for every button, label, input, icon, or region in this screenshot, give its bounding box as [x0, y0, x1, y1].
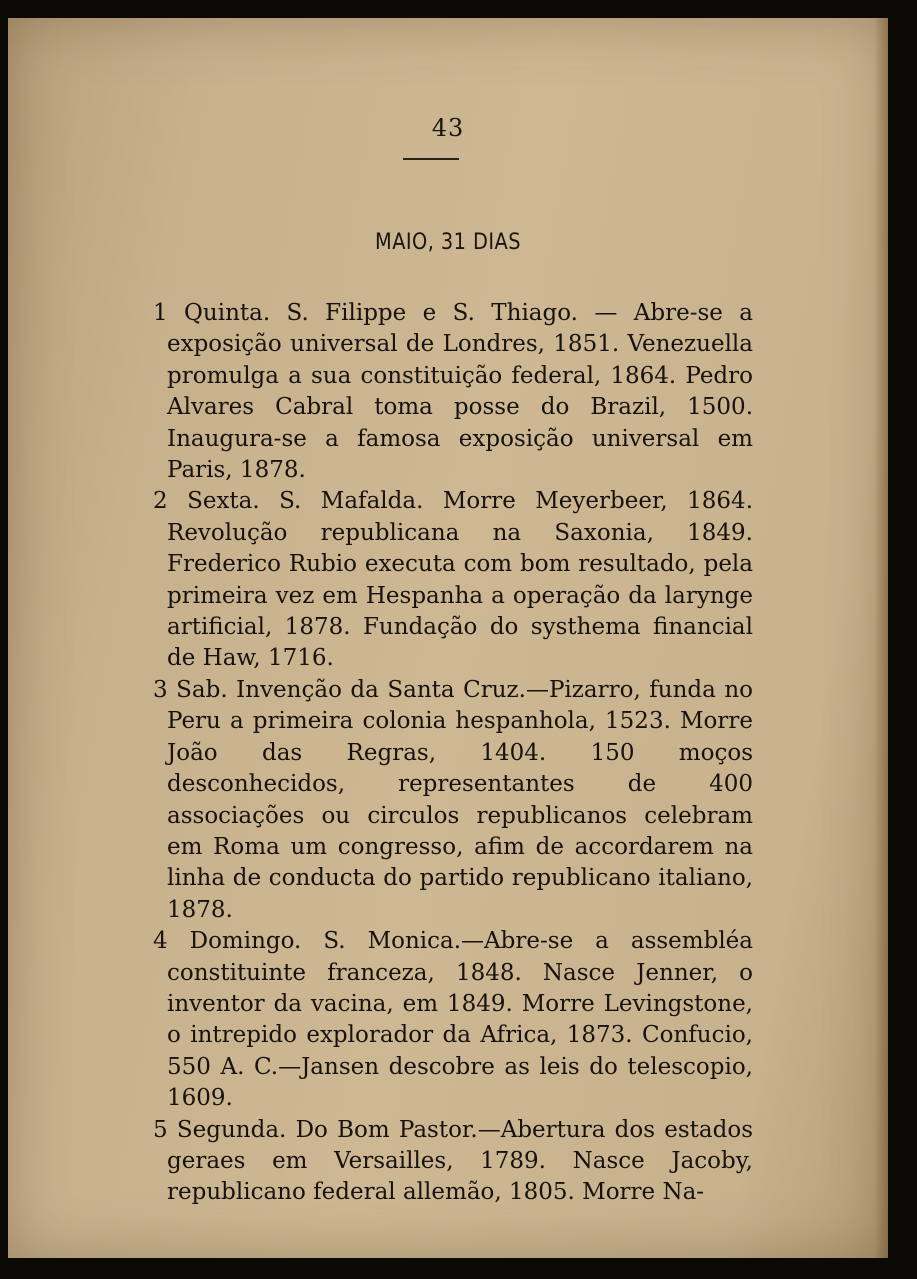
- entry-text: Quinta. S. Filippe e S. Thiago. — Abre-se a exposição universal de Londres, 1851. Venezuella promulga a sua constituição federal, 1864. Pedro Alvares Cabral toma posse do Brazil, 1500. Inaugura-se a famosa exposição universal em Paris, 1878.: [167, 300, 754, 484]
- calendar-entry-5: [153, 1115, 753, 1209]
- entry-text: Sexta. S. Mafalda. Morre Meyerbeer, 1864. Revolução republicana na Saxonia, 1849. Frederico Rubio executa com bom resultado, pela primeira vez em Hespanha a operação da larynge artificial, 1878. Fundação do systhema financial de Haw, 1716.: [167, 488, 754, 672]
- entry-day-number: 5: [153, 1116, 168, 1143]
- calendar-entry-3: [153, 675, 753, 926]
- entry-text: Domingo. S. Monica.—Abre-se a assembléa constituinte franceza, 1848. Nasce Jenner, o inventor da vacina, em 1849. Morre Levingstone, o intrepido explorador da Africa, 1873. Confucio, 550 A. C.—Jansen descobre as leis do telescopio, 1609.: [167, 928, 753, 1112]
- calendar-entries: [153, 298, 753, 1209]
- month-heading: MAIO, 31 DIAS: [375, 230, 521, 255]
- calendar-entry-4: [153, 926, 753, 1114]
- header-rule: [403, 158, 459, 160]
- page-number: 43: [431, 114, 465, 142]
- book-page: [8, 18, 888, 1258]
- entry-text: Sab. Invenção da Santa Cruz.—Pizarro, funda no Peru a primeira colonia hespanhola, 1523. Morre João das Regras, 1404. 150 moços desconhecidos, representantes de 400 associações ou circulos republicanos celebram em Roma um congresso, afim de accordarem na linha de conducta do partido republicano italiano, 1878.: [167, 676, 753, 923]
- entry-day-number: 4: [153, 928, 168, 955]
- entry-day-number: 2: [153, 488, 168, 515]
- calendar-entry-2: [153, 486, 753, 674]
- calendar-entry-1: [153, 298, 753, 486]
- entry-day-number: 3: [153, 676, 168, 703]
- entry-text: Segunda. Do Bom Pastor.—Abertura dos estados geraes em Versailles, 1789. Nasce Jacoby, republicano federal allemão, 1805. Morre Na-: [167, 1116, 753, 1206]
- entry-day-number: 1: [153, 300, 168, 326]
- page-edge: [874, 18, 888, 1258]
